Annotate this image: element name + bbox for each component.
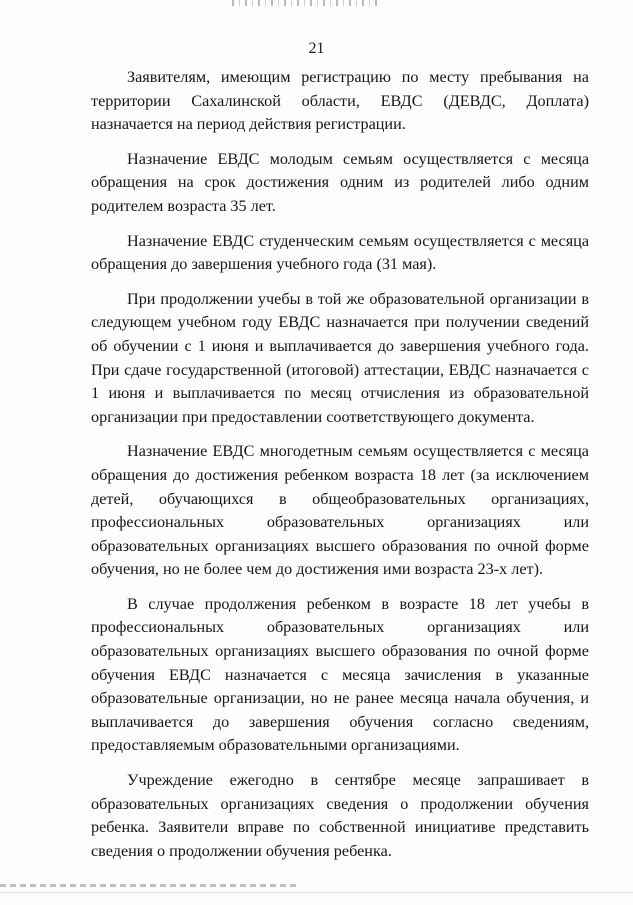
paragraph-large-families: Назначение ЕВДС многодетным семьям осуществляется с месяца обращения до достижения ребенком возраста 18 лет (за исключением детей, обучающихся в общеобразовательных организациях, профессиональных образовательных организациях или образовательных организациях высшего образования по очной форме обучения, но не более чем до достижения ими возраста 23-х лет). [91,442,589,579]
paragraph-young-families: Назначение ЕВДС молодым семьям осуществляется с месяца обращения на срок достижения одним из родителей либо одним родителем возраста 35 лет. [91,149,589,215]
paragraph-student-families: Назначение ЕВДС студенческим семьям осуществляется с месяца обращения до завершения учебного года (31 мая). [91,231,589,274]
paragraph-registration: Заявителям, имеющим регистрацию по месту пребывания на территории Сахалинской области, ЕВДС (ДЕВДС, Доплата) назначается на период действия регистрации. [91,68,589,134]
scan-artifact-bottom-line [0,892,633,893]
paragraph-annual-request: Учреждение ежегодно в сентябре месяце запрашивает в образовательных организациях сведения о продолжении обучения ребенка. Заявители вправе по собственной инициативе представить сведения о продолжении обучения ребенка. [91,771,589,860]
scan-artifact-top [232,0,382,6]
document-body [91,66,589,874]
page-number: 21 [308,40,325,57]
paragraph-child-over-18: В случае продолжения ребенком в возрасте 18 лет учебы в профессиональных образовательных организациях или образовательных организациях высшего образования по очной форме обучения ЕВДС назначается с месяца зачисления в указанные образовательные организации, но не ранее месяца начала обучения, и выплачивается до завершения обучения согласно сведениям, предоставляемым образовательными организациями. [91,594,589,755]
paragraph-continued-study: При продолжении учебы в той же образовательной организации в следующем учебном году ЕВДС назначается при получении сведений об обучении с 1 июня и выплачивается до завершения учебного года. При сдаче государственной (итоговой) аттестации, ЕВДС назначается с 1 июня и выплачивается по месяц отчисления из образовательной организации при предоставлении соответствующего документа. [91,289,589,426]
scan-artifact-bottom [0,884,300,887]
